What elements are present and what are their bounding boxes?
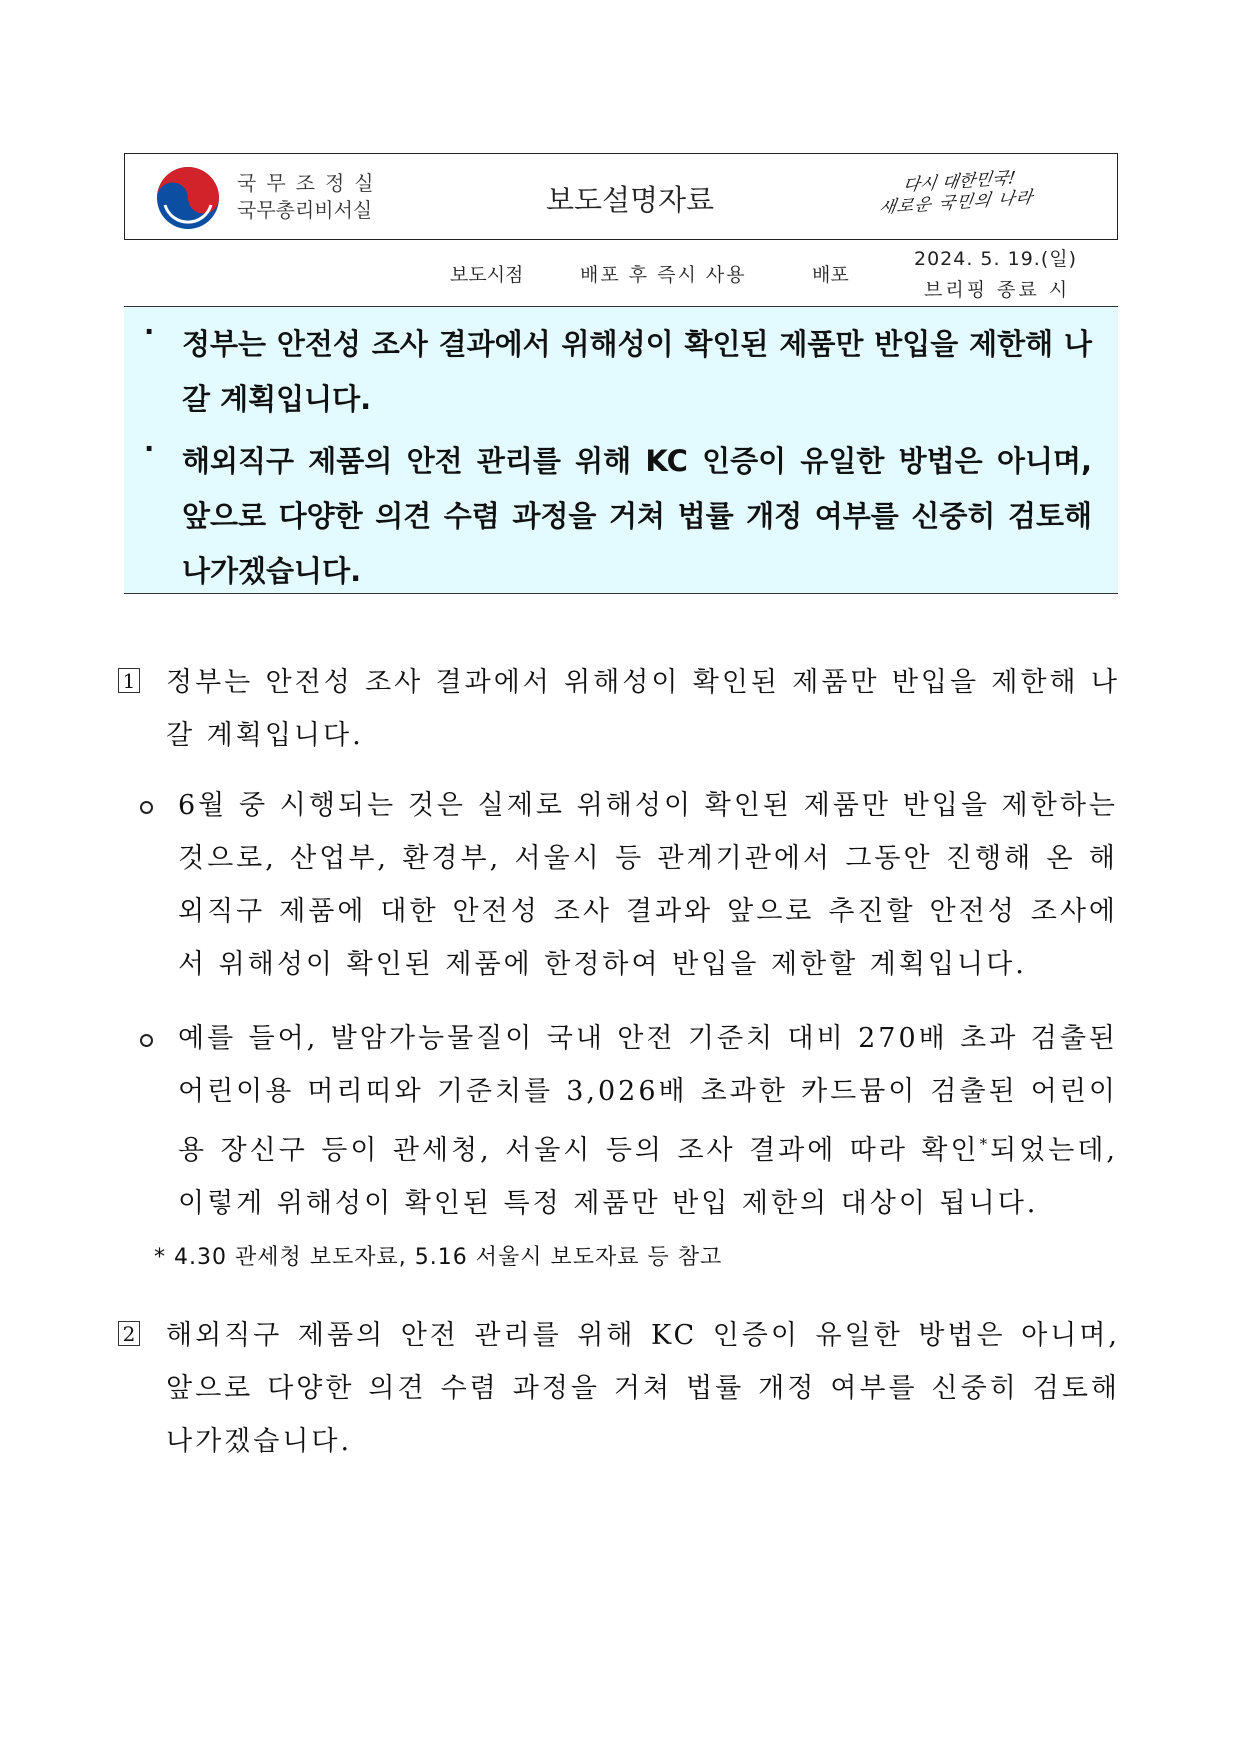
slogan-logo xyxy=(862,166,1051,228)
paragraph-text: 6월 중 시행되는 것은 실제로 위해성이 확인된 제품만 반입을 제한하는 것으로, 산업부, 환경부, 서울시 등 관계기관에서 그동안 진행해 온 해외직구 제품에 대한 안전성 조사 결과와 앞으로 추진할 안전성 조사에서 위해성이 확인된 제품에 한정하여 반입을 제한할 계획입니다. xyxy=(178,790,1118,980)
release-info xyxy=(124,240,1118,306)
paragraph-text-part: 되었는데, 이렇게 위해성이 확인된 특정 제품만 반입 제한의 대상이 됩니다. xyxy=(178,1135,1118,1219)
section-number: 2 xyxy=(118,1321,140,1346)
section-heading: 정부는 안전성 조사 결과에서 위해성이 확인된 제품만 반입을 제한해 나갈 계획입니다. xyxy=(166,667,1120,751)
release-date: 2024. 5. 19.(일) xyxy=(914,248,1077,270)
circle-bullet-icon xyxy=(140,801,153,814)
slogan-line1: 다시 대한민국! xyxy=(901,168,1017,196)
summary-text: 해외직구 제품의 안전 관리를 위해 KC 인증이 유일한 방법은 아니며, 앞으로 다양한 의견 수렴 과정을 거쳐 법률 개정 여부를 신중히 검토해 나가겠습니다. xyxy=(182,444,1092,588)
release-time-value: 배포 후 즉시 사용 xyxy=(580,264,747,286)
paragraph-text-part: 예를 들어, 발암가능물질이 국내 안전 기준치 대비 270배 초과 검출된 어린이용 머리띠와 기준치를 3,026배 초과한 카드뮴이 검출된 어린이용 장신구 등이 관세청, 서울시 등의 조사 결과에 따라 확인 xyxy=(178,1023,1118,1166)
footnote-mark: * xyxy=(979,1135,991,1153)
summary-text: 정부는 안전성 조사 결과에서 위해성이 확인된 제품만 반입을 제한해 나갈 계획입니다. xyxy=(182,327,1092,416)
org-line1: 국무조정실 xyxy=(237,171,384,195)
paragraph-text xyxy=(178,1012,1118,1230)
government-emblem-icon xyxy=(155,165,221,231)
doc-type-title: 보도설명자료 xyxy=(545,183,715,217)
org-name xyxy=(237,170,384,224)
section-number: 1 xyxy=(118,668,140,693)
release-time-label: 보도시점 xyxy=(450,264,524,286)
distribution-value: 브리핑 종료 시 xyxy=(924,279,1071,301)
footnote: * 4.30 관세청 보도자료, 5.16 서울시 보도자료 등 참고 xyxy=(154,1245,723,1270)
bullet-mark: · xyxy=(144,317,155,348)
slogan-line2: 새로운 국민의 나라 xyxy=(877,187,1035,219)
bullet-mark: · xyxy=(144,434,155,465)
org-line2: 국무총리비서실 xyxy=(237,198,373,222)
header-box xyxy=(124,153,1118,240)
circle-bullet-icon xyxy=(140,1034,153,1047)
distribution-label: 배포 xyxy=(812,264,849,286)
summary-box xyxy=(124,306,1118,594)
section-heading: 해외직구 제품의 안전 관리를 위해 KC 인증이 유일한 방법은 아니며, 앞으로 다양한 의견 수렴 과정을 거쳐 법률 개정 여부를 신중히 검토해 나가겠습니다. xyxy=(166,1320,1120,1457)
